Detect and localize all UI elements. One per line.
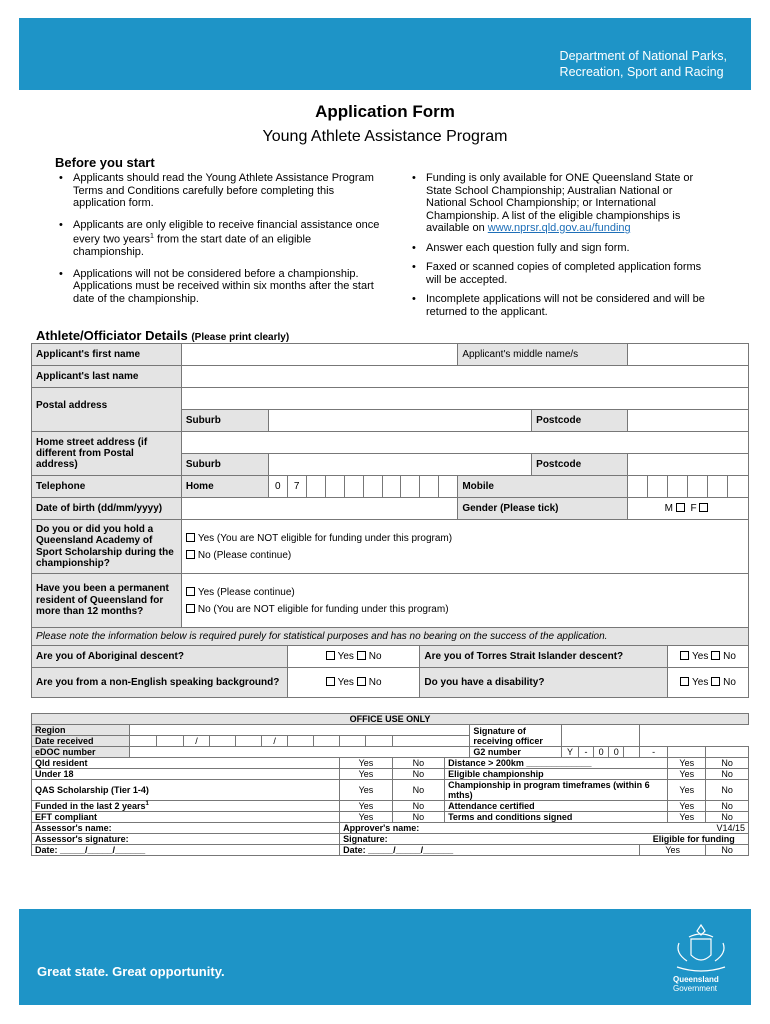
list-item: • Applications will not be considered before a championship. Applications must be received within six months after the start date of the championship. [55,268,380,306]
resident-no-checkbox[interactable] [186,604,195,613]
g2-cell[interactable]: 0 [593,747,609,758]
signature-receiving-field[interactable] [561,725,639,747]
phone-digit[interactable] [439,476,458,498]
nesb-no-checkbox[interactable] [357,677,366,686]
first-name-label: Applicant's first name [32,344,182,366]
resident-no-text: No (You are NOT eligible for funding under this program) [197,603,449,615]
no-option[interactable]: No [392,780,444,801]
yes-option[interactable]: Yes [668,812,706,823]
office-use-heading: OFFICE USE ONLY [32,714,749,725]
before-start-right-list [408,172,713,325]
phone-digit[interactable] [382,476,401,498]
date-received-label: Date received [32,736,130,747]
queensland-government-logo [673,975,719,993]
edoc-field[interactable] [130,747,470,758]
dob-field[interactable] [181,498,457,520]
header-band [19,18,751,90]
g2-label: G2 number [470,747,561,758]
home-suburb-label: Suburb [181,454,268,476]
postal-postcode-label: Postcode [532,410,628,432]
no-option[interactable]: No [706,801,749,812]
details-heading [36,328,289,343]
details-heading-note: (Please print clearly) [191,332,290,343]
disability-no-checkbox[interactable] [711,677,720,686]
qas-no-text: No (Please continue) [197,549,292,561]
resident-no-option[interactable] [186,604,744,615]
yes-option[interactable]: Yes [340,801,393,812]
funded-text: Funded in the last 2 years [35,801,146,811]
department-line-1: Department of National Parks, [559,49,727,63]
qas-no-option[interactable] [186,550,744,561]
resident-yes-option[interactable] [186,587,744,598]
home-street-label: Home street address (if different from Postal address) [32,432,182,476]
aboriginal-options [287,646,420,668]
date-cell[interactable] [340,736,366,747]
telephone-label: Telephone [32,476,182,498]
yes-label: Yes [692,651,709,662]
gender-label: Gender (Please tick) [458,498,628,520]
postal-address-label: Postal address [32,388,182,432]
footer-band [19,909,751,1005]
footnote-marker: 1 [150,233,154,240]
signature-receiving-label: Signature of receiving officer [470,725,561,747]
g2-cell[interactable] [624,747,640,758]
gender-f-checkbox[interactable] [699,503,708,512]
date-cell[interactable] [210,736,236,747]
office-left-item: Qld resident [32,758,340,769]
aboriginal-question: Are you of Aboriginal descent? [32,646,288,668]
date-cell[interactable] [236,736,262,747]
gender-m-checkbox[interactable] [676,503,685,512]
department-name [560,48,727,80]
bullet-text: Funding is only available for ONE Queensland State or State School Championship; Australian National or National School Championship; or International Championship. A list of the eligible championships is available on [426,172,694,234]
mobile-digit[interactable] [687,476,707,498]
postal-suburb-label: Suburb [181,410,268,432]
mobile-digit[interactable] [667,476,687,498]
phone-digit[interactable] [306,476,325,498]
middle-name-label: Applicant's middle name/s [458,344,628,366]
edoc-label: eDOC number [32,747,130,758]
approver-name-label[interactable]: Approver's name: [340,823,640,834]
no-option[interactable]: No [706,758,749,769]
g2-cell[interactable]: 0 [609,747,624,758]
g2-cell[interactable] [668,747,706,758]
form-title: Application Form [315,102,455,121]
first-name-field[interactable] [181,344,457,366]
nesb-yes-checkbox[interactable] [326,677,335,686]
no-option[interactable]: No [706,780,749,801]
empty-cell [640,725,749,747]
approver-date-label[interactable]: Date: _____/_____/______ [340,845,640,856]
yes-option[interactable]: Yes [668,758,706,769]
yes-label: Yes [337,677,354,688]
home-phone-label: Home [181,476,268,498]
list-item [55,219,380,259]
no-option[interactable]: No [392,812,444,823]
date-cell[interactable] [130,736,157,747]
home-street-field[interactable] [181,432,748,454]
postal-suburb-field[interactable] [268,410,531,432]
phone-digit[interactable]: 7 [287,476,306,498]
list-item: • Applicants should read the Young Athlete Assistance Program Terms and Conditions carefully before completing this application form. [55,172,380,210]
qas-question: Do you or did you hold a Queensland Academy of Sport Scholarship during the championship? [32,520,182,574]
assessor-signature-label[interactable]: Assessor's signature: [32,834,340,845]
last-name-field[interactable] [181,366,748,388]
torres-no-checkbox[interactable] [711,651,720,660]
date-cell[interactable] [366,736,392,747]
disability-question: Do you have a disability? [420,668,668,698]
yes-option[interactable]: Yes [668,801,706,812]
details-heading-text: Athlete/Officiator Details [36,328,188,343]
qas-yes-checkbox[interactable] [186,533,195,542]
middle-name-field[interactable] [628,344,749,366]
empty-cell [392,736,470,747]
disability-options [667,668,748,698]
mobile-digit[interactable] [727,476,748,498]
statistical-note: Please note the information below is required purely for statistical purposes and has no bearing on the success of the application. [32,628,749,646]
office-right-item: Championship in program timeframes (within 6 mths) [445,780,668,801]
before-start-heading: Before you start [55,155,155,170]
no-option[interactable]: No [706,769,749,780]
yes-label: Yes [692,677,709,688]
athlete-details-table [31,343,749,698]
resident-yes-checkbox[interactable] [186,587,195,596]
no-label: No [368,651,382,662]
home-postcode-field[interactable] [628,454,749,476]
office-right-item: Attendance certified [445,801,668,812]
resident-options [181,574,748,628]
eligible-funding-label: Eligible for funding [640,834,749,845]
g2-dash: - [640,747,668,758]
phone-digit[interactable] [344,476,363,498]
no-option[interactable]: No [706,812,749,823]
office-right-item: Eligible championship [445,769,668,780]
yes-option[interactable]: Yes [340,780,393,801]
assessor-name-label[interactable]: Assessor's name: [32,823,340,834]
torres-yes-checkbox[interactable] [680,651,689,660]
slogan: Great state. Great opportunity. [37,964,225,979]
g2-dash: - [579,747,594,758]
phone-digit[interactable] [363,476,382,498]
no-label: No [723,651,736,662]
resident-question: Have you been a permanent resident of Queensland for more than 12 months? [32,574,182,628]
phone-digit[interactable] [325,476,344,498]
office-use-table [31,713,749,856]
qld-line-1: Queensland [673,975,719,984]
signature-label[interactable]: Signature: [340,834,640,845]
no-option[interactable]: No [392,769,444,780]
no-label: No [723,677,736,688]
list-item: • Faxed or scanned copies of completed application forms will be accepted. [408,261,713,286]
office-left-item: EFT compliant [32,812,340,823]
footnote-marker: 1 [145,801,149,807]
qas-yes-option[interactable] [186,533,744,544]
region-label: Region [32,725,130,736]
before-start-left-list [55,172,380,314]
bullet-text: Applicants are only eligible to receive financial assistance once every two years [73,218,380,246]
qld-line-2: Government [673,984,718,993]
date-separator: / [183,736,209,747]
office-right-item: Terms and conditions signed [445,812,668,823]
date-cell[interactable] [157,736,184,747]
date-cell[interactable] [314,736,340,747]
no-option[interactable]: No [392,758,444,769]
region-field[interactable] [130,725,470,736]
home-suburb-field[interactable] [268,454,531,476]
date-cell[interactable] [288,736,314,747]
torres-options [667,646,748,668]
aboriginal-no-checkbox[interactable] [357,651,366,660]
mobile-label: Mobile [458,476,628,498]
yes-label: Yes [337,651,354,662]
list-item [408,172,713,235]
gender-f-label: F [690,503,697,514]
mobile-digit[interactable] [707,476,727,498]
office-left-item: QAS Scholarship (Tier 1-4) [32,780,340,801]
gender-m-label: M [664,503,673,514]
no-option[interactable]: No [392,801,444,812]
yes-option[interactable]: Yes [340,769,393,780]
yes-option[interactable]: Yes [340,758,393,769]
qas-yes-text: Yes (You are NOT eligible for funding under this program) [197,532,453,544]
no-label: No [368,677,382,688]
torres-question: Are you of Torres Strait Islander descent? [420,646,668,668]
last-name-label: Applicant's last name [32,366,182,388]
disability-yes-checkbox[interactable] [680,677,689,686]
g2-cell[interactable]: Y [561,747,579,758]
gender-options [628,498,749,520]
aboriginal-yes-checkbox[interactable] [326,651,335,660]
qas-no-checkbox[interactable] [186,550,195,559]
assessor-date-label[interactable]: Date: _____/_____/______ [32,845,340,856]
nesb-options [287,668,420,698]
list-item: • Incomplete applications will not be considered and will be returned to the applicant. [408,293,713,318]
office-right-item: Distance > 200km _____________ [445,758,668,769]
mobile-digit[interactable] [628,476,648,498]
resident-yes-text: Yes (Please continue) [197,586,295,598]
postal-postcode-field[interactable] [628,410,749,432]
mobile-digit[interactable] [648,476,668,498]
office-left-item: Under 18 [32,769,340,780]
postal-address-field[interactable] [181,388,748,410]
list-item: • Answer each question fully and sign form. [408,242,713,255]
yes-option[interactable]: Yes [668,769,706,780]
bullet-text: from the start date of an eligible championship. [73,233,312,259]
dob-label: Date of birth (dd/mm/yyyy) [32,498,182,520]
office-left-item [32,801,340,812]
phone-digit[interactable] [401,476,420,498]
home-postcode-label: Postcode [532,454,628,476]
department-line-2: Recreation, Sport and Racing [559,65,724,79]
yes-option[interactable]: Yes [640,845,706,856]
g2-cell[interactable] [706,747,749,758]
no-option[interactable]: No [706,845,749,856]
funding-link[interactable]: www.nprsr.qld.gov.au/funding [487,222,631,234]
form-subtitle: Young Athlete Assistance Program [262,128,508,145]
phone-digit[interactable] [420,476,439,498]
yes-option[interactable]: Yes [340,812,393,823]
yes-option[interactable]: Yes [668,780,706,801]
nesb-question: Are you from a non-English speaking background? [32,668,288,698]
qas-options [181,520,748,574]
date-separator: / [261,736,287,747]
version-label: V14/15 [640,823,749,834]
phone-digit[interactable]: 0 [268,476,287,498]
